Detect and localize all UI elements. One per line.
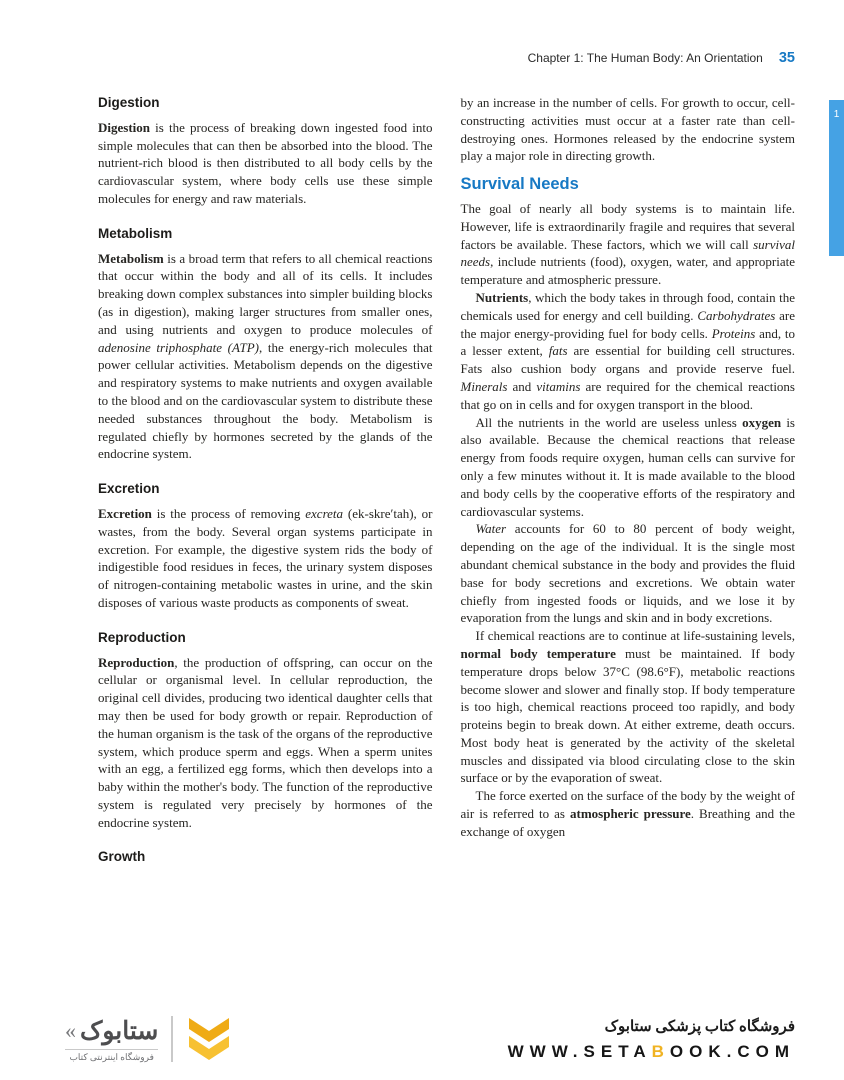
paragraph-body-temperature: If chemical reactions are to continue at life-sustaining levels, normal body temperature must be maintained. If body temperature drops below 37°C (98.6°F), metabolic reactions become slower and slower and finally stop. If body temperature is too high, chemical reactions proceed too rapidly, and body proteins begin to break down. At either extreme, death occurs. Most body heat is generated by the activity of the skeletal muscles and dissipated via blood circulating close to the skin surface or by the evaporation of sweat. (460, 628, 795, 786)
continuation-paragraph: by an increase in the number of cells. For growth to occur, cell-constructing activities must occur at a faster rate than cell-destroying ones. Hormones released by the endocrine system play a major role in directing growth. (460, 95, 795, 164)
paragraph-reproduction: Reproduction, the production of offspring, can occur on the cellular or organismal level. In cellular reproduction, the original cell divides, producing two identical daughter cells that may then be used for body growth or repair. Reproduction of the human organism is the task of the organs of the reproductive system, which produce sperm and eggs. When a sperm unites with an egg, a fertilized egg forms, which then develops into a baby within the mother's body. The function of the reproductive system is regulated very precisely by hormones of the endocrine system. (98, 654, 433, 830)
section-excretion (98, 480, 433, 612)
footer (65, 1006, 795, 1072)
section-growth (98, 848, 433, 866)
paragraph-metabolism: Metabolism is a broad term that refers to all chemical reactions that occur within the body and all of its cells. It includes breaking down complex substances into simpler building blocks (as in digestion), making larger structures from smaller ones, and using nutrients and oxygen to produce molecules of adenosine triphosphate (ATP), the energy-rich molecules that power cellular activities. Metabolism depends on the digestive and respiratory systems to make nutrients and oxygen available to the blood and on the cardiovascular system to distribute these needed substances throughout the body. Metabolism is regulated chiefly by hormones secreted by the glands of the endocrine system. (98, 250, 433, 462)
paragraph-survival-intro: The goal of nearly all body systems is to maintain life. However, life is extraordinarily fragile and requires that several factors be available. These factors, which we will call survival needs, include nutrients (food), oxygen, water, and appropriate temperature and atmospheric pressure. (460, 200, 795, 288)
page-number: 35 (778, 50, 795, 66)
paragraph-digestion: Digestion is the process of breaking down ingested food into simple molecules that can then be absorbed into the blood. The nutrient-rich blood is then distributed to all body cells by the cardiovascular system, where body cells use these simple molecules for energy and raw materials. (98, 119, 433, 206)
paragraph-oxygen: All the nutrients in the world are useless unless oxygen is also available. Because the chemical reactions that release energy from foods require oxygen, human cells can survive for only a few minutes without it. It is made available to the blood and body cells by the cooperative efforts of the respiratory and cardiovascular systems. (460, 414, 795, 519)
section-heading-digestion: Digestion (98, 95, 160, 110)
section-heading-survival-needs: Survival Needs (460, 175, 579, 194)
logo-name-row (65, 1016, 158, 1046)
paragraph-water: Water accounts for 60 to 80 percent of body weight, depending on the age of the individual. It is the single most abundant chemical substance in the body and provides the fluid base for body secretions and excretions. We obtain water chiefly from ingested foods or liquids, and we lose it by evaporation from the lungs and skin and in body excretions. (460, 521, 795, 626)
paragraph-nutrients: Nutrients, which the body takes in through food, contain the chemicals used for energy and cell building. Carbohydrates are the major energy-providing fuel for body cells. Proteins and, to a lesser extent, fats are essential for building cell structures. Fats also cushion body organs and provide reserve fuel. Minerals and vitamins are required for the chemical reactions that go on in cells and for oxygen transport in the blood. (460, 289, 795, 412)
right-column (461, 94, 796, 883)
section-heading-reproduction: Reproduction (98, 629, 186, 645)
logo-text-block (65, 1016, 158, 1063)
footer-right (508, 1017, 795, 1062)
logo-divider (171, 1016, 173, 1062)
footer-url: WWW.SETABOOK.COM (507, 1041, 795, 1061)
paragraph-atmospheric-pressure: The force exerted on the surface of the body by the weight of air is referred to as atmospheric pressure. Breathing and the exchange of oxygen (460, 788, 795, 839)
logo-subtitle: فروشگاه اینترنتی کتاب (65, 1049, 158, 1063)
section-reproduction (98, 629, 433, 832)
section-metabolism (98, 225, 433, 463)
logo-guillemet: « (65, 1017, 76, 1043)
setabook-logo (65, 1015, 232, 1063)
page-body (98, 94, 795, 883)
chapter-title: Chapter 1: The Human Body: An Orientation (527, 51, 763, 65)
section-heading-excretion: Excretion (98, 481, 160, 497)
footer-persian-title: فروشگاه کتاب پزشکی ستابوک (604, 1018, 795, 1035)
chapter-edge-tab (829, 100, 844, 256)
chapter-tab-number: 1 (833, 109, 840, 120)
section-heading-metabolism: Metabolism (98, 225, 173, 241)
left-column (98, 94, 433, 883)
logo-name: ستابوک (80, 1017, 159, 1045)
paragraph-excretion: Excretion is the process of removing excreta (ek-skre′tah), or wastes, from the body. Several organ systems participate in excretion. For example, the digestive system rids the body of indigestible food residues in feces, the urinary system disposes of nitrogen-containing metabolic wastes in urine, and the skin disposes of various waste products as components of sweat. (98, 505, 433, 610)
section-heading-growth: Growth (98, 849, 146, 865)
chevron-logo-icon (186, 1015, 232, 1063)
page-header (528, 50, 795, 66)
section-digestion (98, 94, 433, 208)
